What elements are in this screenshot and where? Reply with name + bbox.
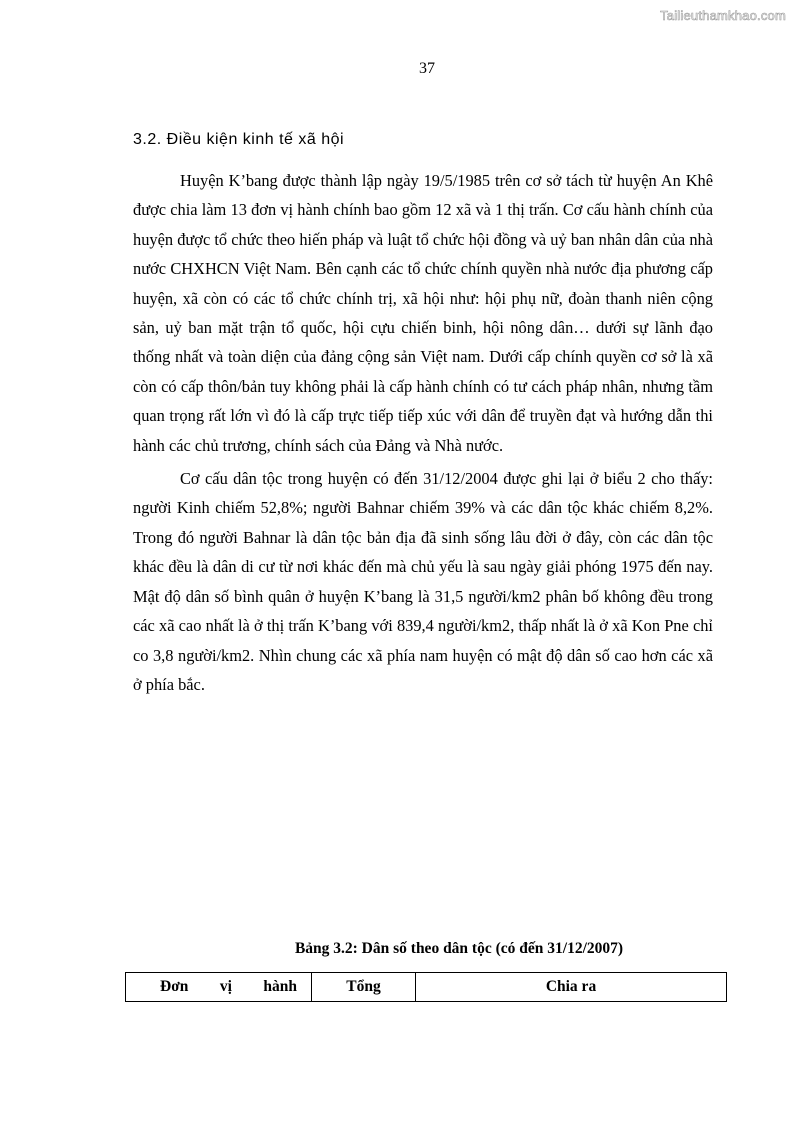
header-admin-unit bbox=[126, 973, 312, 1002]
section-heading: 3.2. Điều kiện kinh tế xã hội bbox=[133, 131, 345, 148]
population-table bbox=[125, 972, 727, 1002]
paragraph-2: Cơ cấu dân tộc trong huyện có đến 31/12/2004 được ghi lại ở biểu 2 cho thấy: người Kinh chiếm 52,8%; người Bahnar chiếm 39% và các dân tộc khác chiếm 8,2%. Trong đó người Bahnar là dân tộc bản địa đã sinh sống lâu đời ở đây, còn các dân tộc khác đều là dân di cư từ nơi khác đến mà chủ yếu là sau ngày giải phóng 1975 đến nay. Mật độ dân số bình quân ở huyện K’bang là 31,5 người/km2 phân bố không đều trong các xã cao nhất là ở thị trấn K’bang với 839,4 người/km2, thấp nhất là ở xã Kon Pne chỉ co 3,8 người/km2. Nhìn chung các xã phía nam huyện có mật độ dân số cao hơn các xã ở phía bắc. bbox=[133, 469, 713, 694]
header-breakdown: Chia ra bbox=[416, 973, 727, 1002]
header-total: Tổng bbox=[312, 973, 416, 1002]
header-admin-unit-word-3: hành bbox=[263, 978, 297, 995]
watermark: Tailieuthamkhao.com bbox=[660, 8, 786, 23]
table-caption: Bảng 3.2: Dân số theo dân tộc (có đến 31/12/2007) bbox=[294, 940, 624, 957]
paragraph-1: Huyện K’bang được thành lập ngày 19/5/1985 trên cơ sở tách từ huyện An Khê được chia làm 13 đơn vị hành chính bao gồm 12 xã và 1 thị trấn. Cơ cấu hành chính của huyện được tổ chức theo hiến pháp và luật tổ chức hội đồng và uỷ ban nhân dân của nhà nước CHXHCN Việt Nam. Bên cạnh các tổ chức chính quyền nhà nước địa phương cấp huyện, xã còn có các tổ chức chính trị, xã hội như: hội phụ nữ, đoàn thanh niên cộng sản, uỷ ban mặt trận tổ quốc, hội cựu chiến binh, hội nông dân… dưới sự lãnh đạo thống nhất và toàn diện của đảng cộng sản Việt nam. Dưới cấp chính quyền cơ sở là xã còn có cấp thôn/bản tuy không phải là cấp hành chính có tư cách pháp nhân, nhưng tầm quan trọng rất lớn vì đó là cấp trực tiếp tiếp xúc với dân để truyền đạt và hướng dẫn thi hành các chủ trương, chính sách của Đảng và Nhà nước. bbox=[133, 171, 713, 455]
page-number: 37 bbox=[419, 60, 435, 77]
header-admin-unit-word-1: Đơn bbox=[160, 978, 189, 995]
table-header-row bbox=[126, 973, 727, 1002]
body-text bbox=[133, 166, 713, 703]
header-admin-unit-word-2: vị bbox=[219, 978, 232, 995]
